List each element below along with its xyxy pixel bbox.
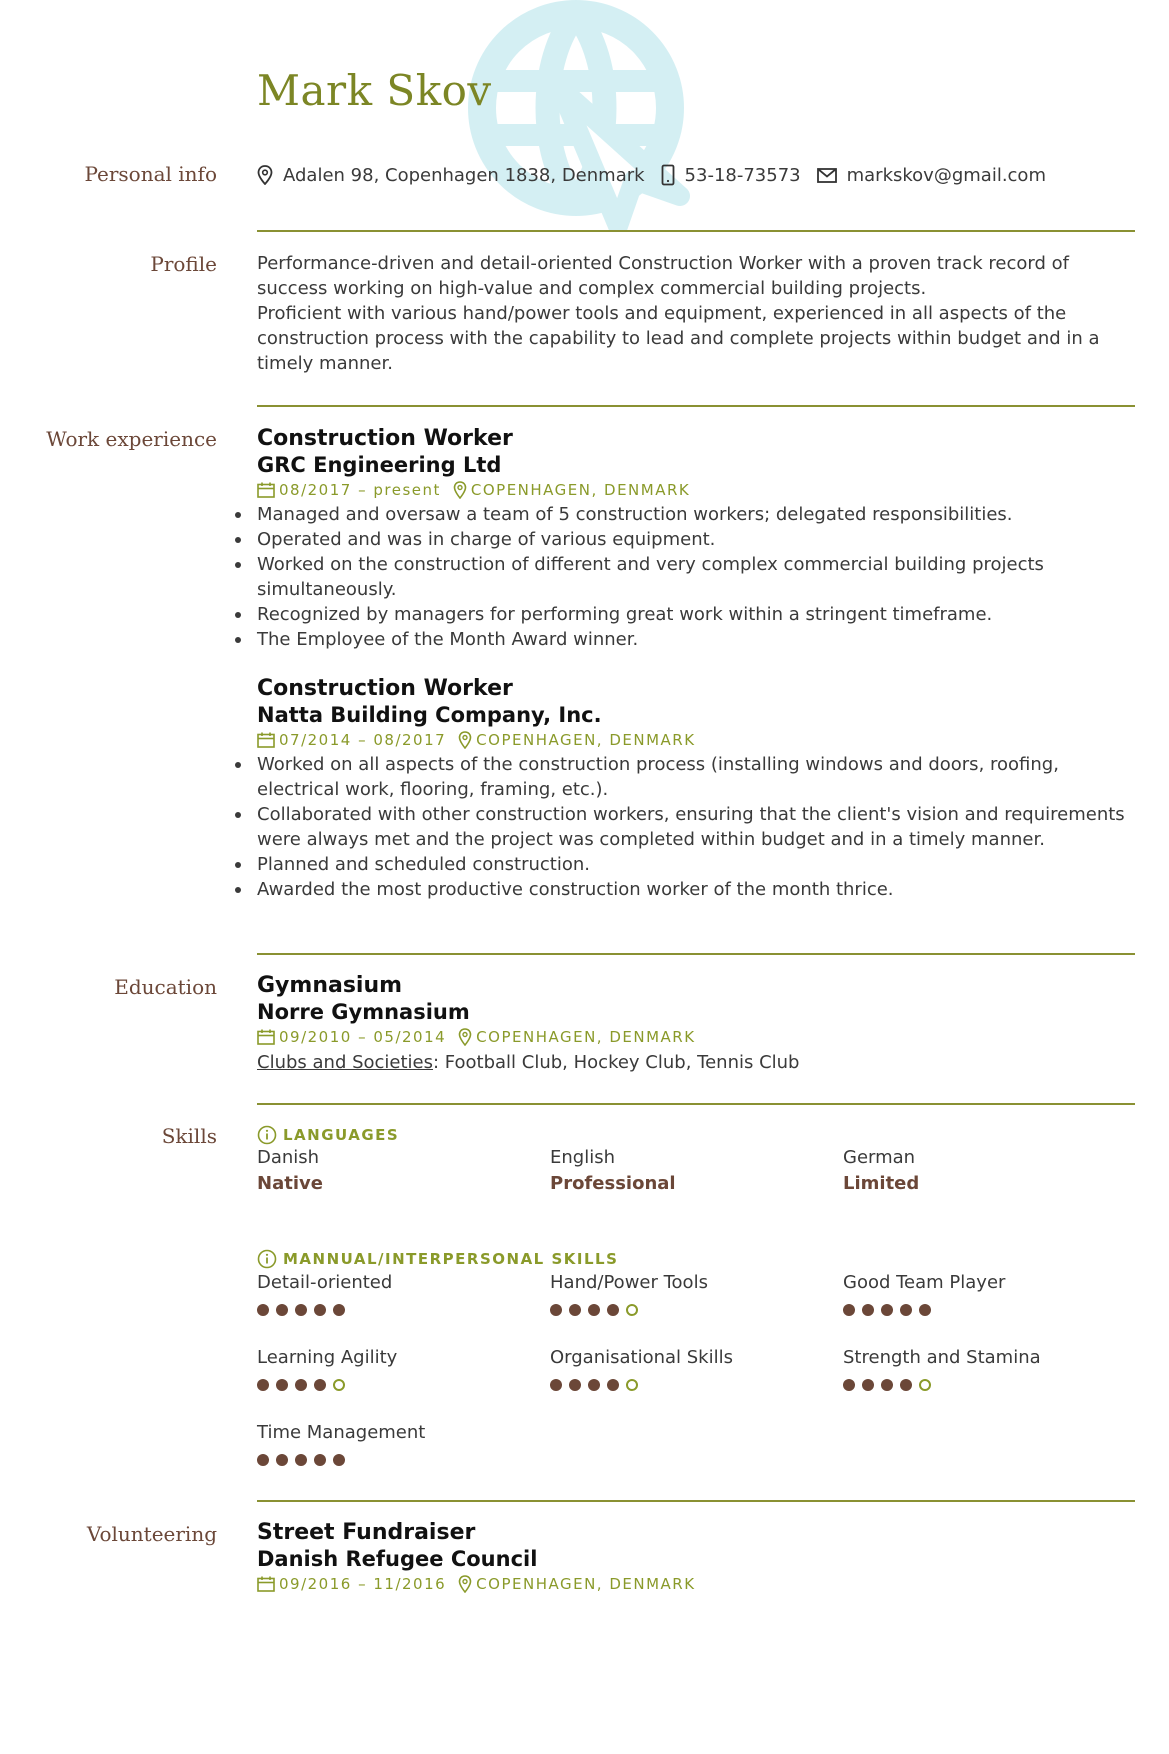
rating-dot-filled [607,1304,619,1316]
skill-rating [257,1454,537,1466]
language-level: Professional [550,1173,676,1194]
rating-dot-filled [257,1304,269,1316]
job-dates: 08/2017 – present [279,481,441,499]
rating-dot-filled [569,1379,581,1391]
skill-item [257,1345,537,1391]
job-bullets [257,752,1132,902]
list-item: Planned and scheduled construction. [257,852,1132,877]
manual-skills-heading [257,1249,618,1269]
job-meta [257,478,1132,502]
job-title: Construction Worker [257,676,513,701]
list-item: Awarded the most productive construction worker of the month thrice. [257,877,1132,902]
job-location-text: COPENHAGEN, DENMARK [470,481,691,499]
rating-dot-filled [607,1379,619,1391]
envelope-icon [817,168,837,183]
volunteering-title: Street Fundraiser [257,1520,476,1545]
rating-dot-filled [314,1304,326,1316]
languages-heading [257,1125,399,1145]
rating-dot-filled [550,1379,562,1391]
skill-item [843,1270,1123,1316]
watermark-globe-cursor-icon [468,0,698,232]
clubs-label: Clubs and Societies [257,1052,434,1073]
skill-name: Learning Agility [257,1347,398,1368]
section-label-skills: Skills [161,1124,217,1148]
contact-address [257,165,645,186]
rating-dot-empty [626,1304,638,1316]
calendar-icon [257,732,275,748]
section-divider [257,405,1135,407]
rating-dot-filled [276,1454,288,1466]
candidate-name: Mark Skov [257,66,492,115]
section-label-education: Education [114,975,217,999]
list-item: Operated and was in charge of various equipment. [257,527,1132,552]
mobile-phone-icon [661,164,675,186]
skill-name: Good Team Player [843,1272,1006,1293]
skill-rating [257,1379,537,1391]
list-item: Collaborated with other construction workers, ensuring that the client's vision and requirements were always met and the project was completed within budget and in a timely manner. [257,802,1132,852]
section-divider [257,953,1135,955]
info-icon [257,1125,277,1145]
rating-dot-filled [257,1379,269,1391]
rating-dot-filled [588,1304,600,1316]
rating-dot-filled [333,1454,345,1466]
rating-dot-empty [919,1379,931,1391]
language-name: English [550,1147,615,1168]
skill-rating [843,1304,1123,1316]
volunteering-org: Danish Refugee Council [257,1547,538,1571]
section-divider [257,1103,1135,1105]
calendar-icon [257,1576,275,1592]
volunteering-meta [257,1572,1132,1596]
education-location-text: COPENHAGEN, DENMARK [476,1028,696,1046]
job-location [458,728,695,752]
job-dates: 07/2014 – 08/2017 [279,731,447,749]
language-name: Danish [257,1147,320,1168]
skill-name: Organisational Skills [550,1347,733,1368]
language-level: Native [257,1173,323,1194]
rating-dot-empty [626,1379,638,1391]
education-location [458,1025,695,1049]
profile-summary [257,251,1127,376]
location-pin-icon [458,1028,472,1046]
rating-dot-filled [900,1304,912,1316]
profile-line: construction process with the capability to lead and complete projects within budget and in a [257,328,1100,349]
job-entry [257,676,1132,902]
calendar-icon [257,482,275,498]
job-title: Construction Worker [257,426,513,451]
rating-dot-filled [257,1454,269,1466]
rating-dot-filled [295,1379,307,1391]
section-label-work-experience: Work experience [46,427,217,451]
skill-rating [550,1379,830,1391]
job-location-text: COPENHAGEN, DENMARK [476,731,696,749]
rating-dot-filled [862,1304,874,1316]
education-meta [257,1025,1132,1049]
job-company: GRC Engineering Ltd [257,453,502,477]
job-meta [257,728,1132,752]
language-name: German [843,1147,916,1168]
education-school: Norre Gymnasium [257,1000,470,1024]
education-title: Gymnasium [257,973,403,998]
volunteering-location-text: COPENHAGEN, DENMARK [476,1575,696,1593]
location-pin-icon [257,165,273,185]
rating-dot-filled [881,1379,893,1391]
email-text[interactable]: markskov@gmail.com [846,164,1046,186]
skill-item [257,1420,537,1466]
volunteering-entry [257,1520,1132,1596]
job-location [453,478,690,502]
clubs-text: : Football Club, Hockey Club, Tennis Club [433,1052,800,1073]
contact-phone [661,164,801,186]
language-item [843,1145,1123,1197]
rating-dot-filled [569,1304,581,1316]
list-item: Worked on all aspects of the construction process (installing windows and doors, roofing, electrical work, flooring, framing, etc.). [257,752,1132,802]
section-divider [257,1500,1135,1502]
section-label-personal-info: Personal info [84,162,217,186]
rating-dot-filled [333,1304,345,1316]
contact-email[interactable] [817,165,1046,186]
rating-dot-filled [843,1304,855,1316]
rating-dot-filled [276,1379,288,1391]
rating-dot-filled [550,1304,562,1316]
list-item: Worked on the construction of different and very complex commercial building projects simultaneously. [257,552,1132,602]
info-icon [257,1249,277,1269]
location-pin-icon [453,481,467,499]
profile-line: Performance-driven and detail-oriented Construction Worker with a proven track record of [257,253,1069,274]
profile-line: success working on high-value and complex commercial building projects. [257,278,927,299]
skill-name: Detail-oriented [257,1272,393,1293]
section-divider [257,230,1135,232]
rating-dot-filled [295,1454,307,1466]
education-entry [257,973,1132,1049]
rating-dot-empty [333,1379,345,1391]
rating-dot-filled [919,1304,931,1316]
skill-name: Hand/Power Tools [550,1272,708,1293]
skill-item [843,1345,1123,1391]
skill-rating [843,1379,1123,1391]
calendar-icon [257,1029,275,1045]
list-item: Managed and oversaw a team of 5 construction workers; delegated responsibilities. [257,502,1132,527]
job-bullets [257,502,1132,652]
contact-info [257,160,1062,190]
rating-dot-filled [862,1379,874,1391]
skill-rating [257,1304,537,1316]
manual-skills-heading-text: MANNUAL/INTERPERSONAL SKILLS [283,1250,619,1268]
profile-line: Proficient with various hand/power tools and equipment, experienced in all aspects of the [257,303,1067,324]
skill-item [550,1345,830,1391]
skill-name: Strength and Stamina [843,1347,1041,1368]
skill-item [257,1270,537,1316]
location-pin-icon [458,731,472,749]
location-pin-icon [458,1575,472,1593]
profile-line: timely manner. [257,353,393,374]
rating-dot-filled [314,1454,326,1466]
rating-dot-filled [900,1379,912,1391]
language-item [550,1145,830,1197]
skill-name: Time Management [257,1422,426,1443]
volunteering-location [458,1572,695,1596]
education-dates: 09/2010 – 05/2014 [279,1028,447,1046]
section-label-profile: Profile [150,252,217,276]
language-item [257,1145,537,1197]
rating-dot-filled [881,1304,893,1316]
job-company: Natta Building Company, Inc. [257,703,602,727]
section-label-volunteering: Volunteering [86,1522,217,1546]
rating-dot-filled [843,1379,855,1391]
volunteering-dates: 09/2016 – 11/2016 [279,1575,447,1593]
job-entry [257,426,1132,652]
phone-text: 53-18-73573 [684,164,801,186]
rating-dot-filled [276,1304,288,1316]
address-text: Adalen 98, Copenhagen 1838, Denmark [283,164,645,186]
languages-heading-text: LANGUAGES [283,1126,400,1144]
rating-dot-filled [295,1304,307,1316]
skill-rating [550,1304,830,1316]
education-clubs [257,1050,799,1075]
language-level: Limited [843,1173,920,1194]
list-item: The Employee of the Month Award winner. [257,627,1132,652]
rating-dot-filled [314,1379,326,1391]
list-item: Recognized by managers for performing great work within a stringent timeframe. [257,602,1132,627]
skill-item [550,1270,830,1316]
rating-dot-filled [588,1379,600,1391]
